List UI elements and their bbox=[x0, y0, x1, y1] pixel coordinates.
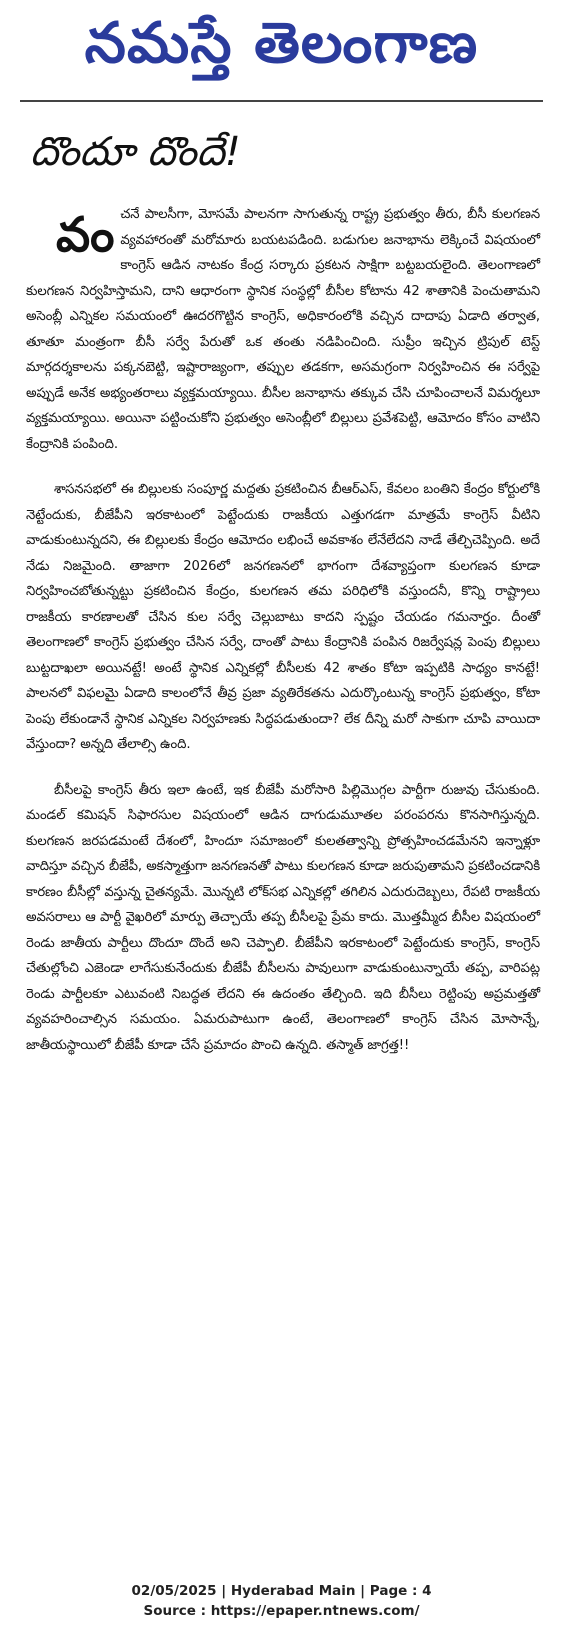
masthead-divider bbox=[20, 100, 543, 102]
editorial-article bbox=[26, 202, 540, 1078]
footer-source-link[interactable]: Source : https://epaper.ntnews.com/ bbox=[143, 1603, 420, 1619]
article-paragraph-2: శాసనసభలో ఈ బిల్లులకు సంపూర్ణ మద్దతు ప్రకటించిన బీఆర్ఎస్, కేవలం బంతిని కేంద్రం కోర్టులోకి నెట్టేందుకు, బీజేపీని ఇరకాటంలో పెట్టేందుకు రాజకీయ ఎత్తుగడగా మాత్రమే కాంగ్రెస్ వీటిని వాడుకుంటున్నదని, ఈ బిల్లులకు కేంద్రం ఆమోదం లభించే అవకాశం లేనేలేదని నాడే తేల్చిచెప్పింది. అదే నేడు నిజమైంది. తాజాగా 2026లో జనగణనలో భాగంగా దేశవ్యాప్తంగా కులగణన కూడా నిర్వహించబోతున్నట్టు ప్రకటించిన కేంద్రం, కులగణన తమ పరిధిలోకి వస్తుందనీ, కొన్ని రాష్ట్రాలు రాజకీయ కారణాలతో చేసిన కుల సర్వే చెల్లుబాటు కాదని స్పష్టం చేయడం గమనార్హం. దీంతో తెలంగాణలో కాంగ్రెస్ ప్రభుత్వం చేసిన సర్వే, దాంతో పాటు కేంద్రానికి పంపిన రిజర్వేషన్ల పెంపు బిల్లులు బుట్టదాఖలా అయినట్టే! అంటే స్థానిక ఎన్నికల్లో బీసీలకు 42 శాతం కోటా ఇప్పటికి సాధ్యం కానట్టే! పాలనలో విఫలమై ఏడాది కాలంలోనే తీవ్ర ప్రజా వ్యతిరేకతను ఎదుర్కొంటున్న కాంగ్రెస్ ప్రభుత్వం, కోటా పెంపు లేకుండానే స్థానిక ఎన్నికల నిర్వహణకు సిద్ధపడుతుందా? లేక దీన్ని మరో సాకుగా చూపి వాయిదా వేస్తుందా? అన్నది తేలాల్సి ఉంది. bbox=[26, 482, 540, 752]
footer-edition-info: 02/05/2025 | Hyderabad Main | Page : 4 bbox=[131, 1583, 432, 1599]
masthead bbox=[0, 6, 563, 82]
article-paragraph-1 bbox=[26, 202, 540, 457]
masthead-title: నమస్తే తెలంగాణ bbox=[84, 11, 479, 76]
article-paragraph-3: బీసీలపై కాంగ్రెస్ తీరు ఇలా ఉంటే, ఇక బీజేపీ మరోసారి పిల్లిమొగ్గల పార్టీగా రుజువు చేసుకుంది. మండల్ కమిషన్ సిఫారసుల విషయంలో ఆడిన దాగుడుమూతల పరంపరను కొనసాగిస్తున్నది. కులగణన జరపడమంటే దేశంలో, హిందూ సమాజంలో కులతత్వాన్ని ప్రోత్సహించడమేనని ఇన్నాళ్లూ వాదిస్తూ వచ్చిన బీజేపీ, అకస్మాత్తుగా జనగణనతో పాటు కులగణన కూడా జరుపుతామని ప్రకటించడానికి కారణం బీసీల్లో వస్తున్న చైతన్యమే. మొన్నటి లోక్‌సభ ఎన్నికల్లో తగిలిన ఎదురుదెబ్బలు, రేపటి రాజకీయ అవసరాలు ఆ పార్టీ వైఖరిలో మార్పు తెచ్చాయే తప్ప బీసీలపై ప్రేమ కాదు. మొత్తమ్మీద బీసీల విషయంలో రెండు జాతీయ పార్టీలు దొందూ దొందే అని చెప్పాలి. బీజేపీని ఇరకాటంలో పెట్టేందుకు కాంగ్రెస్, కాంగ్రెస్ చేతుల్లోంచి ఎజెండా లాగేసుకునేందుకు బీజేపీ బీసీలను పావులుగా వాడుకుంటున్నాయే తప్ప, వారిపట్ల రెండు పార్టీలకూ ఎటువంటి నిబద్ధత లేదని ఈ ఉదంతం తేల్చింది. ఇది బీసీలు రెట్టింపు అప్రమత్తతో వ్యవహరించాల్సిన సమయం. ఏమరుపాటుగా ఉంటే, తెలంగాణలో కాంగ్రెస్ చేసిన మోసాన్నే, జాతీయస్థాయిలో బీజేపీ కూడా చేసే ప్రమాదం పొంచి ఉన్నది. తస్మాత్ జాగ్రత్త!! bbox=[26, 782, 540, 1053]
editorial-headline: దొందూ దొందే! bbox=[30, 129, 241, 175]
page-footer bbox=[0, 1581, 563, 1621]
drop-cap: వం bbox=[56, 207, 115, 263]
paragraph-1-text: చనే పాలసీగా, మోసమే పాలనగా సాగుతున్న రాష్ట్ర ప్రభుత్వం తీరు, బీసీ కులగణన వ్యవహారంతో మరోమారు బయటపడింది. బడుగుల జనాభాను లెక్కించే విషయంలో కాంగ్రెస్ ఆడిన నాటకం కేంద్ర సర్కారు ప్రకటన సాక్షిగా బట్టబయలైంది. తెలంగాణలో కులగణన నిర్వహిస్తామని, దాని ఆధారంగా స్థానిక సంస్థల్లో బీసీల కోటాను 42 శాతానికి పెంచుతామని అసెంబ్లీ ఎన్నికల సమయంలో ఊదరగొట్టిన కాంగ్రెస్, అధికారంలోకి వచ్చిన దాదాపు ఏడాది తర్వాత, తూతూ మంత్రంగా బీసీ సర్వే పేరుతో ఒక తంతు నడిపించింది. సుప్రీం ఇచ్చిన ట్రిపుల్ టెస్ట్ మార్గదర్శకాలను పక్కనబెట్టి, ఇష్టారాజ్యంగా, తప్పుల తడకగా, అసమగ్రంగా నిర్వహించిన ఈ సర్వేపై అప్పుడే అనేక అభ్యంతరాలు వ్యక్తమయ్యాయి. బీసీల జనాభాను తక్కువ చేసి చూపించాలనే విమర్శలూ వ్యక్తమయ్యాయి. అయినా పట్టించుకోని ప్రభుత్వం అసెంబ్లీలో బిల్లులు ప్రవేశపెట్టి, ఆమోదం కోసం వాటిని కేంద్రానికి పంపింది. bbox=[26, 207, 540, 452]
